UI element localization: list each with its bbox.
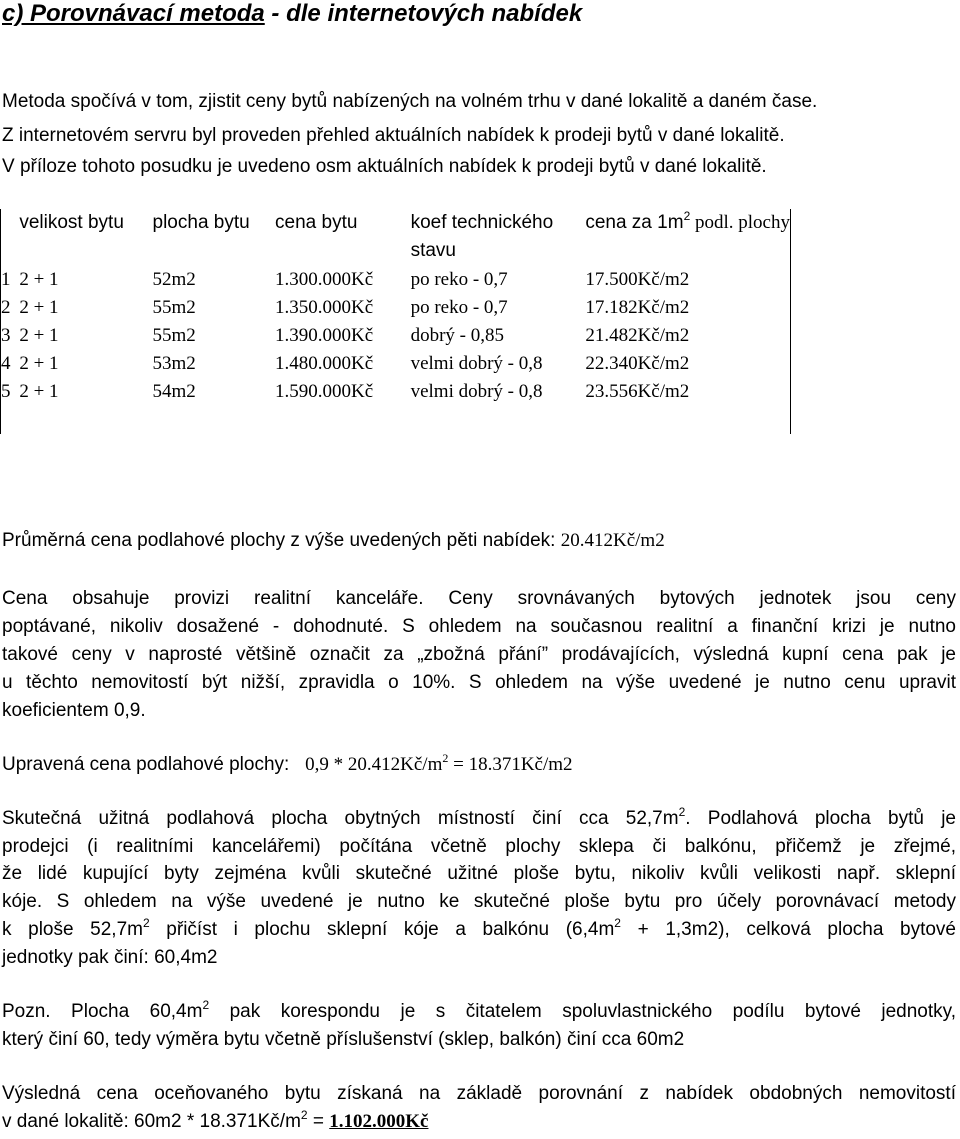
row-number: 3 [1, 325, 11, 346]
heading-rest: - dle internetových nabídek [264, 0, 583, 27]
paragraph2-line-5-mid: přičíst i plochu sklepní kóje a balkónu (6,4m [149, 919, 615, 940]
header-unit-price-text: cena za 1m [585, 212, 684, 233]
header-size: velikost bytu [19, 212, 124, 233]
intro-line-3: V příloze tohoto posudku je uvedeno osm aktuálních nabídek k prodeji bytů v dané lokalitě. [2, 156, 767, 177]
row-area: 54m2 [152, 381, 196, 402]
table-row [1, 350, 791, 378]
note-line-1-tail: pak korespondu je s čitatelem spoluvlastnického podílu bytové jednotky, [209, 1001, 956, 1022]
note-line-1-sup: 2 [202, 998, 210, 1012]
paragraph2-line-5-tail: + 1,3m2), celková plocha bytové [620, 919, 957, 940]
table-row [1, 294, 791, 322]
paragraph2-line-2: prodejci (i realitními kancelářemi) počítána včetně plochy sklepa či balkónu, přičemž je zřejmé, [2, 836, 956, 857]
paragraph2-line-1-sup: 2 [678, 805, 686, 819]
result-line-2-text: v dané lokalitě: 60m2 * 18.371Kč/m [2, 1111, 301, 1132]
heading-underlined: c) Porovnávací metoda [2, 0, 265, 27]
intro-line-2: Z internetovém servru byl proveden přehled aktuálních nabídek k prodeji bytů v dané lokalitě. [2, 125, 785, 146]
row-unit-price: 17.500Kč/m2 [585, 269, 690, 290]
header-coef [411, 209, 586, 266]
paragraph2-line-1-text: Skutečná užitná podlahová plocha obytných místností činí cca 52,7m [2, 808, 679, 829]
paragraph2-line-5-text: k ploše 52,7m [2, 919, 143, 940]
header-coef-line1: koef technického [410, 212, 554, 233]
table-row [1, 322, 791, 350]
note-line-2: který činí 60, tedy výměra bytu včetně příslušenství (sklep, balkón) činí cca 60m2 [2, 1029, 685, 1050]
paragraph2-line-5-sup: 2 [142, 916, 150, 930]
table-spacer-row [1, 406, 791, 434]
intro-line-1: Metoda spočívá v tom, zjistit ceny bytů nabízených na volném trhu v dané lokalitě a daném čase. [2, 91, 818, 112]
paragraph1-line-4: u těchto nemovitostí být nižší, zpravidla o 10%. S ohledem na výše uvedené je nutno cenu upravit [2, 672, 956, 693]
paragraph2-line-5-sup2: 2 [614, 916, 621, 930]
row-price: 1.350.000Kč [275, 297, 374, 318]
paragraph1-line-1: Cena obsahuje provizi realitní kanceláře. Ceny srovnávaných bytových jednotek jsou ceny [2, 588, 956, 609]
result-line-2 [2, 1108, 429, 1133]
paragraph1-line-5: koeficientem 0,9. [2, 700, 146, 721]
row-size: 2 + 1 [19, 269, 59, 290]
row-coef: dobrý - 0,85 [410, 325, 504, 346]
adjusted-label: Upravená cena podlahové plochy: [2, 754, 290, 775]
row-area: 55m2 [152, 297, 196, 318]
header-area: plocha bytu [152, 212, 250, 233]
paragraph2-line-1 [2, 805, 956, 830]
header-number [1, 209, 20, 266]
row-number: 5 [1, 381, 11, 402]
row-price: 1.590.000Kč [275, 381, 374, 402]
paragraph1-line-3: takové ceny v naprosté většině označit za „zbožná přání” prodávajících, výsledná kupní cena pak je [2, 644, 956, 665]
average-label: Průměrná cena podlahové plochy z výše uvedených pěti nabídek: [2, 530, 556, 551]
adjusted-formula: 0,9 * 20.412Kč/m [305, 754, 443, 775]
row-size: 2 + 1 [19, 325, 59, 346]
header-price: cena bytu [275, 212, 358, 233]
header-coef-line2: stavu [410, 240, 456, 261]
paragraph1-line-2: poptávané, nikoliv dosažené - dohodnuté. S ohledem na současnou realitní a finanční krizi je nutno [2, 616, 956, 637]
paragraph2-line-6: jednotky pak činí: 60,4m2 [2, 947, 218, 968]
row-coef: po reko - 0,7 [410, 269, 508, 290]
row-price: 1.300.000Kč [275, 269, 374, 290]
result-total: 1.102.000Kč [329, 1111, 429, 1132]
row-number: 1 [1, 269, 11, 290]
row-unit-price: 23.556Kč/m2 [585, 381, 690, 402]
header-unit-price-tail: podl. plochy [690, 212, 790, 233]
adjusted-result: = 18.371Kč/m2 [448, 754, 573, 775]
row-size: 2 + 1 [19, 381, 59, 402]
result-line-2-mid: = [307, 1111, 330, 1132]
average-line [2, 530, 665, 552]
table-row [1, 378, 791, 406]
section-heading [2, 0, 582, 28]
row-unit-price: 21.482Kč/m2 [585, 325, 690, 346]
note-line-1 [2, 998, 956, 1023]
paragraph2-line-3: že lidé kupující byty zejména kvůli skutečné užitné ploše bytu, nikoliv kvůli velikosti např. sklepní [2, 863, 956, 884]
paragraph2-line-1-tail: . Podlahová plocha bytů je [685, 808, 956, 829]
row-price: 1.390.000Kč [275, 325, 374, 346]
average-value: 20.412Kč/m2 [560, 530, 665, 551]
row-number: 2 [1, 297, 11, 318]
table-header-row [1, 209, 791, 266]
row-unit-price: 22.340Kč/m2 [585, 353, 690, 374]
row-number: 4 [1, 353, 11, 374]
result-line-2-sup: 2 [300, 1108, 308, 1122]
row-coef: velmi dobrý - 0,8 [410, 353, 543, 374]
paragraph2-line-4: kóje. S ohledem na výše uvedené je nutno ke skutečné ploše bytu pro účely porovnávací metody [2, 891, 956, 912]
row-area: 53m2 [152, 353, 196, 374]
row-area: 55m2 [152, 325, 196, 346]
row-coef: po reko - 0,7 [410, 297, 508, 318]
table-row [1, 266, 791, 294]
offers-table [0, 209, 791, 434]
row-size: 2 + 1 [19, 353, 59, 374]
header-unit-price [585, 209, 790, 266]
row-unit-price: 17.182Kč/m2 [585, 297, 690, 318]
header-unit-price-sup: 2 [683, 209, 691, 223]
note-line-1-text: Pozn. Plocha 60,4m [2, 1001, 203, 1022]
result-line-1: Výsledná cena oceňovaného bytu získaná na základě porovnání z nabídek obdobných nemovitostí [2, 1083, 956, 1104]
row-coef: velmi dobrý - 0,8 [410, 381, 543, 402]
row-size: 2 + 1 [19, 297, 59, 318]
adjusted-line [2, 751, 573, 776]
adjusted-sup: 2 [442, 751, 449, 765]
row-area: 52m2 [152, 269, 196, 290]
row-price: 1.480.000Kč [275, 353, 374, 374]
paragraph2-line-5 [2, 916, 957, 941]
